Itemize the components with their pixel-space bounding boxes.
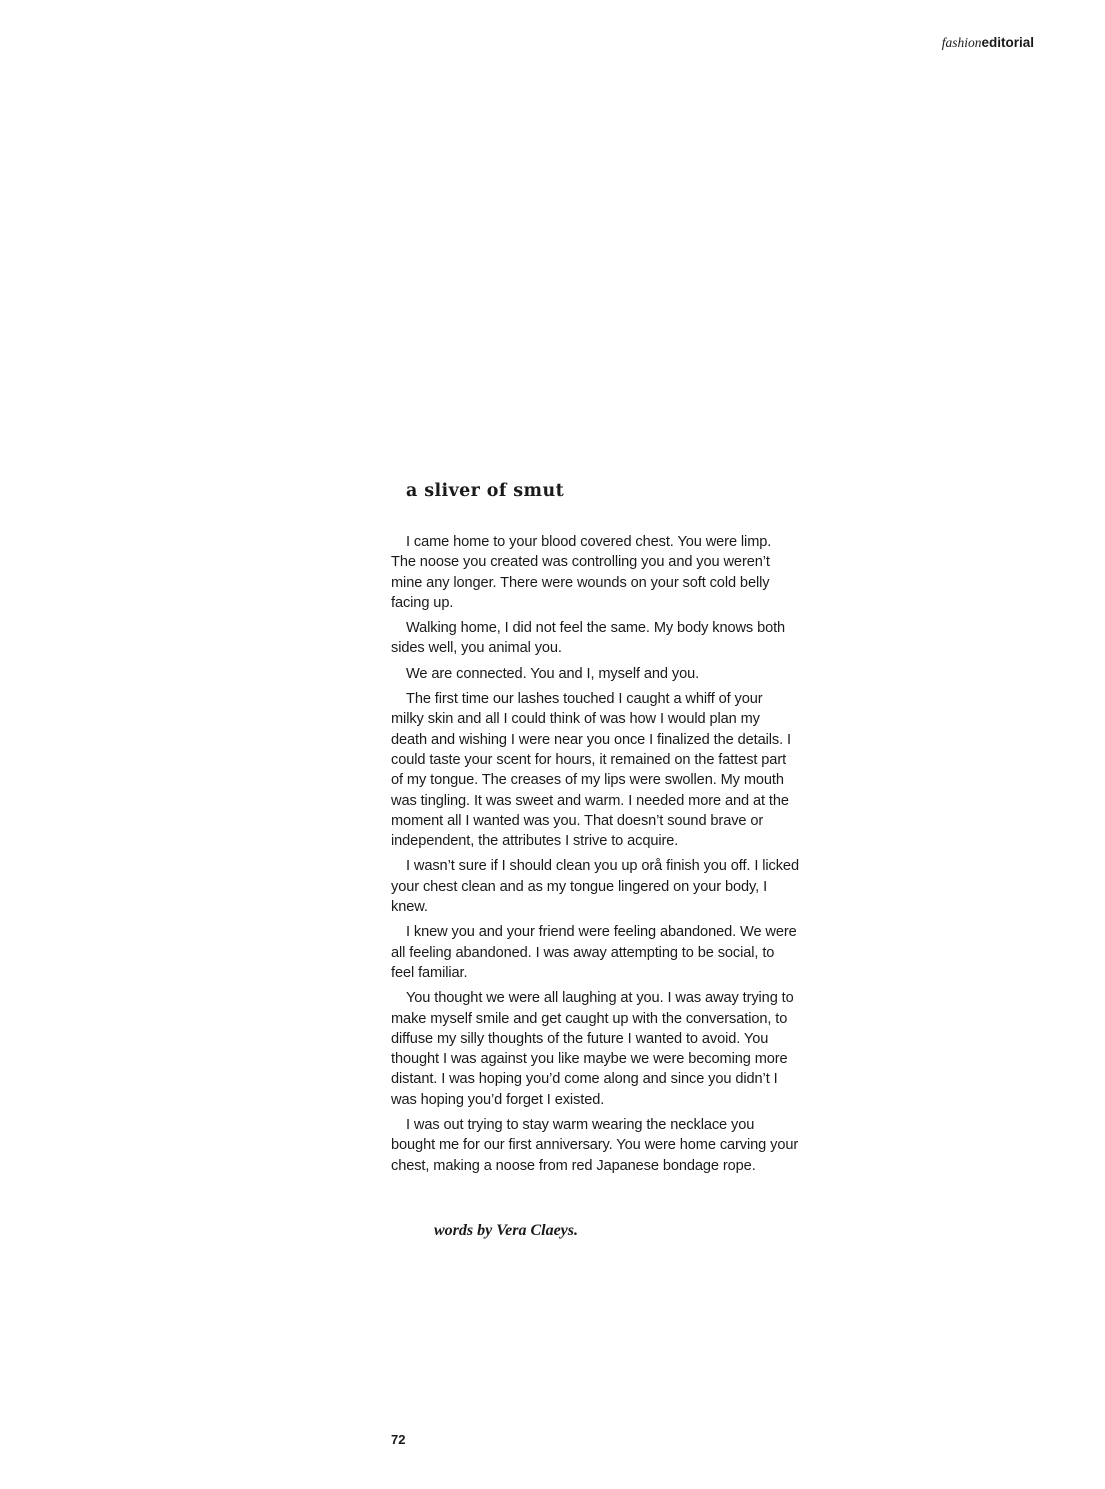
running-head [942,34,1034,52]
article-paragraph: You thought we were all laughing at you. I was away trying to make myself smile and get caught up with the conversation, to diffuse my silly thoughts of the future I wanted to avoid. You thought I was against you like maybe we were becoming more distant. I was hoping you’d come along and since you didn’t I was hoping you’d forget I existed. [391,990,794,1108]
article-paragraph: I came home to your blood covered chest. You were limp. The noose you created was controlling you and you weren’t mine any longer. There were wounds on your soft cold belly facing up. [391,534,772,611]
article-byline: words by Vera Claeys. [434,1222,578,1239]
running-head-section-bold: editorial [981,35,1034,50]
article-paragraph: The first time our lashes touched I caught a whiff of your milky skin and all I could think of was how I would plan my death and wishing I were near you once I finalized the details. I could taste your scent for hours, it remained on the fattest part of my tongue. The creases of my lips were swollen. My mouth was tingling. It was sweet and warm. I needed more and at the moment all I wanted was you. That doesn’t sound brave or independent, the attributes I strive to acquire. [391,691,791,850]
article-paragraph: I was out trying to stay warm wearing the necklace you bought me for our first anniversary. You were home carving your chest, making a noose from red Japanese bondage rope. [391,1117,799,1174]
article-body [391,532,799,1176]
page-number: 72 [391,1432,406,1447]
article-paragraph: I wasn’t sure if I should clean you up orå finish you off. I licked your chest clean and as my tongue lingered on your body, I knew. [391,858,799,916]
article-paragraph: We are connected. You and I, myself and you. [406,665,700,682]
article-paragraph: Walking home, I did not feel the same. My body knows both sides well, you animal you. [391,620,786,657]
running-head-section-italic: fashion [941,35,982,50]
article-title: a sliver of smut [406,481,565,501]
article [391,478,799,1181]
article-paragraph: I knew you and your friend were feeling abandoned. We were all feeling abandoned. I was away attempting to be social, to feel familiar. [391,924,797,981]
